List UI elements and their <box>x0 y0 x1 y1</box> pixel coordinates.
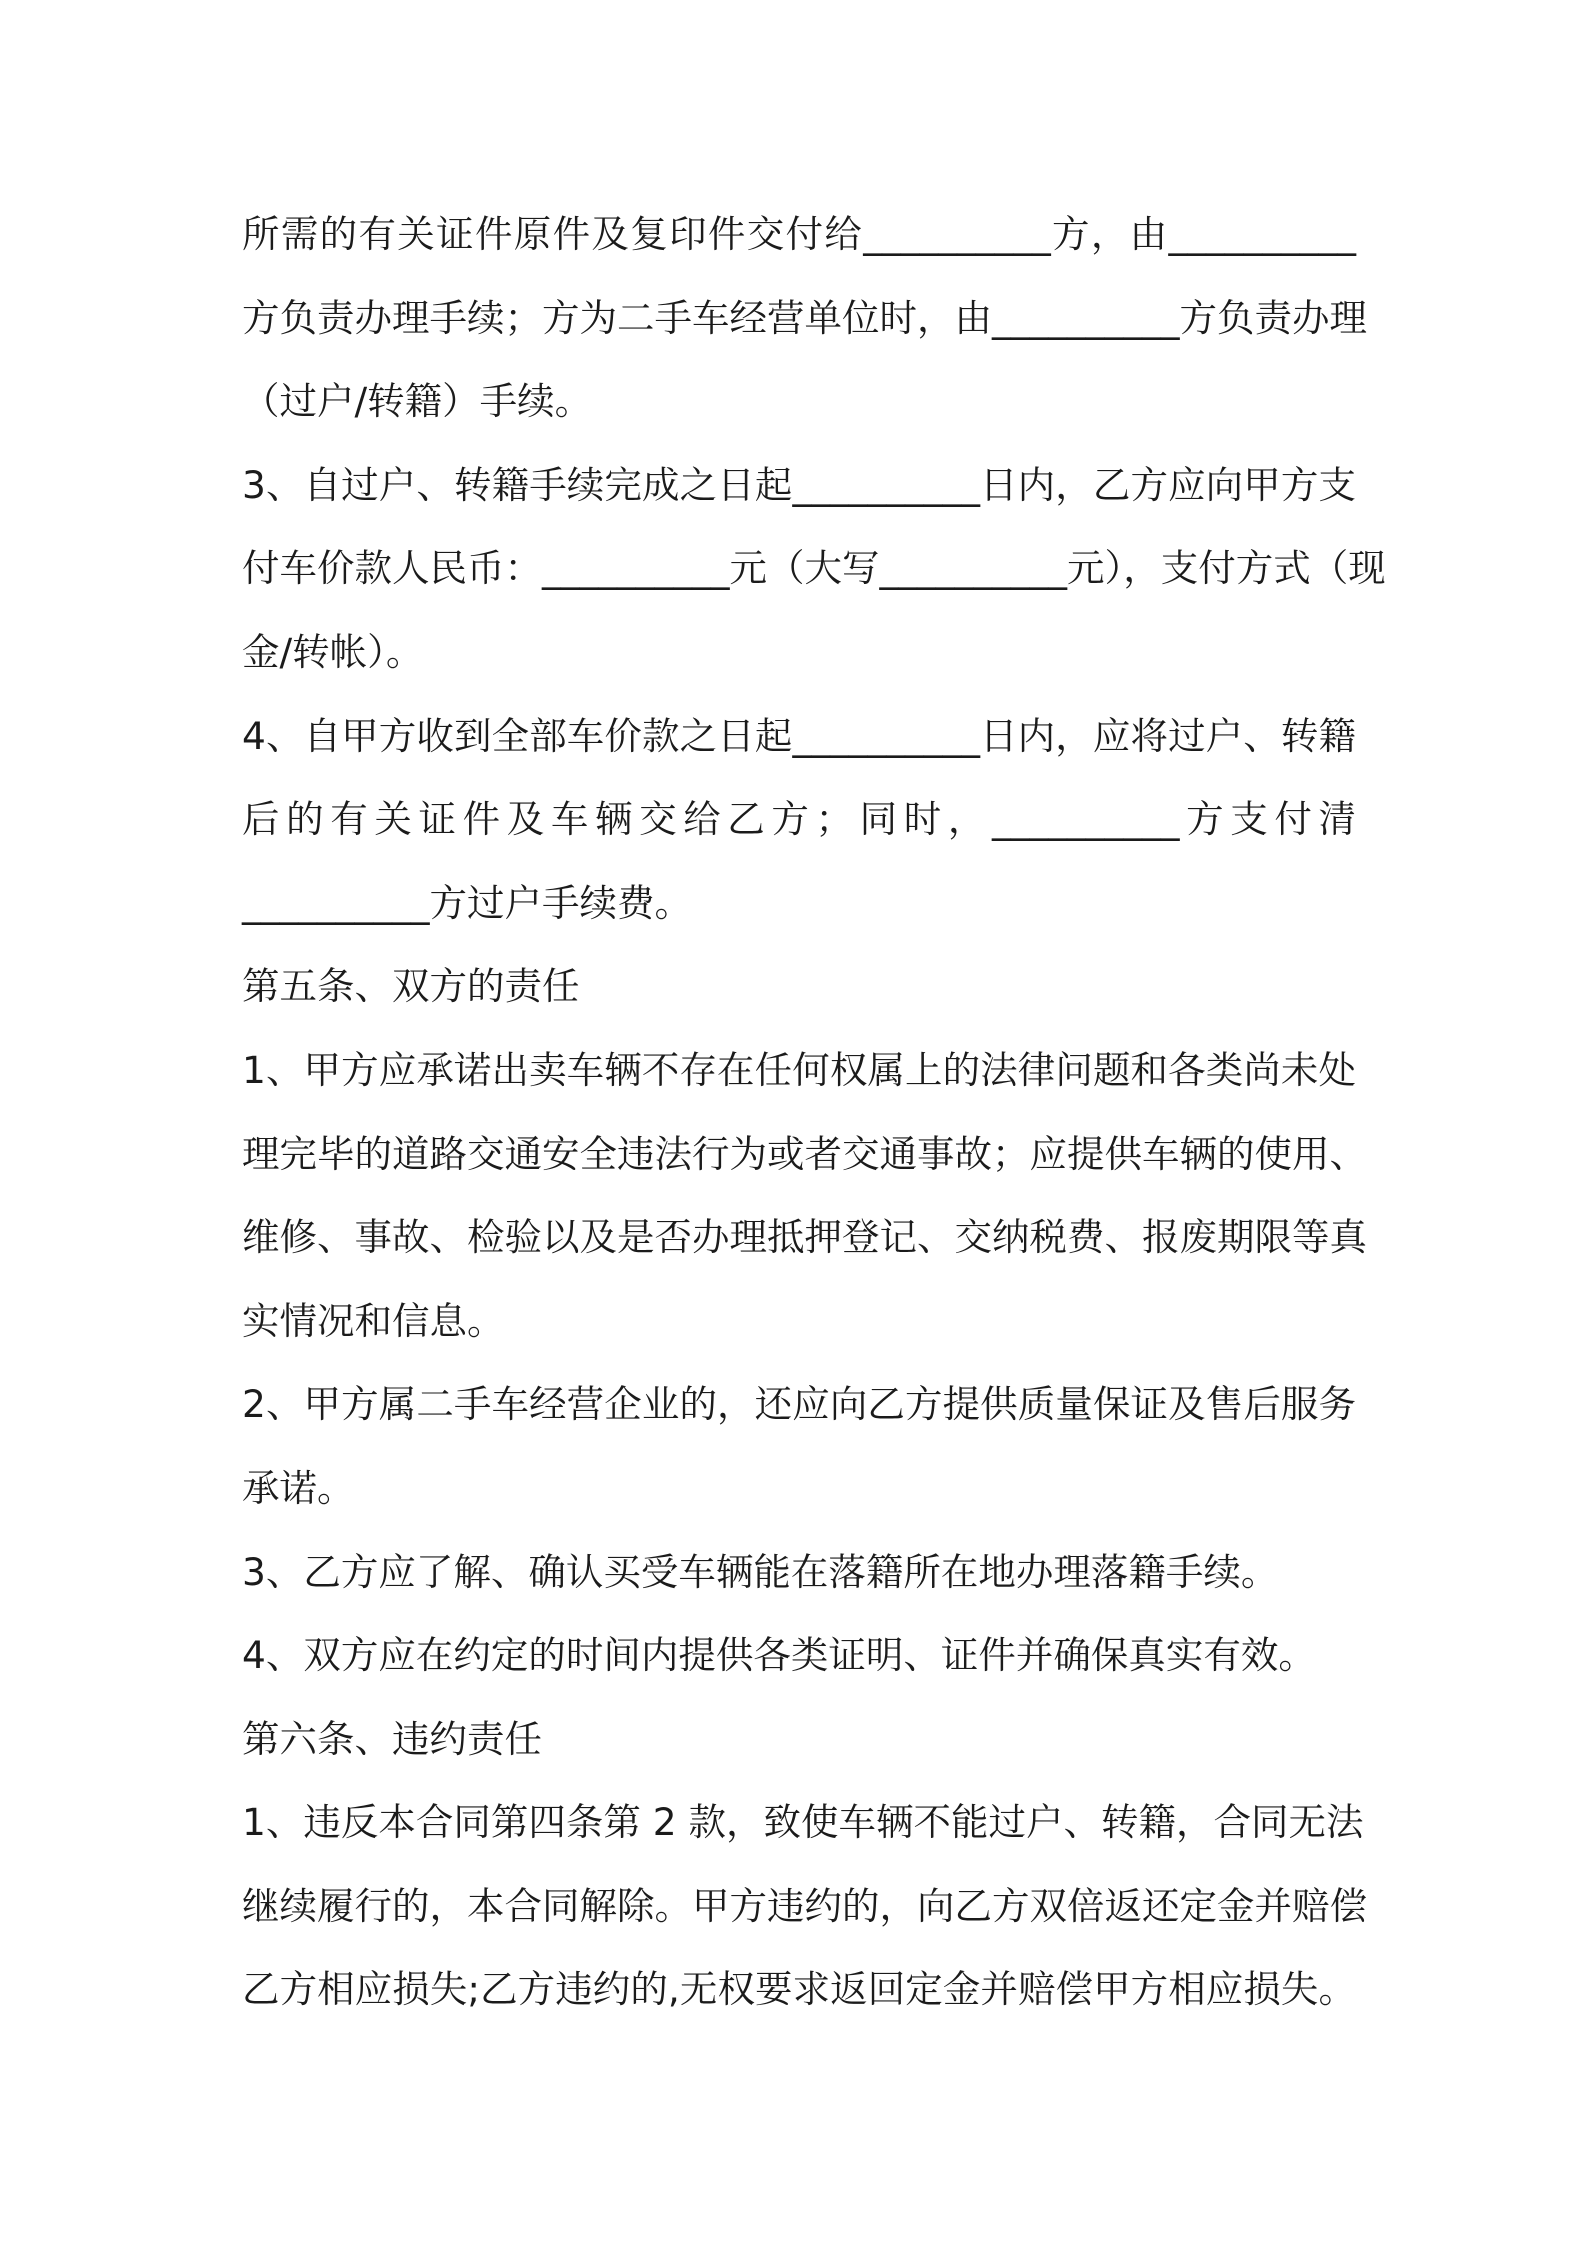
paragraph-clause-4-handover <box>242 695 1356 946</box>
text-line: 付车价款人民币：__________元（大写__________元），支付方式（现 <box>242 546 1386 591</box>
text-line: 2、甲方属二手车经营企业的，还应向乙方提供质量保证及售后服务 <box>242 1382 1356 1427</box>
section-heading-article-5 <box>242 945 1356 1029</box>
text-line: 金/转帐）。 <box>242 629 424 674</box>
text-line: 4、双方应在约定的时间内提供各类证明、证件并确保真实有效。 <box>242 1633 1316 1678</box>
text-line: （过户/转籍）手续。 <box>242 379 593 424</box>
paragraph-delivery-documents <box>242 193 1367 444</box>
section-heading: 第六条、违约责任 <box>242 1716 542 1761</box>
text-line: 理完毕的道路交通安全违法行为或者交通事故；应提供车辆的使用、 <box>242 1131 1367 1176</box>
paragraph-article-5-item-3 <box>242 1531 1356 1615</box>
text-line: 维修、事故、检验以及是否办理抵押登记、交纳税费、报废期限等真 <box>242 1215 1367 1260</box>
text-line: __________方过户手续费。 <box>242 880 692 925</box>
text-line: 继续履行的，本合同解除。甲方违约的，向乙方双倍返还定金并赔偿 <box>242 1883 1367 1928</box>
document-body <box>242 193 1386 2032</box>
text-line: 1、违反本合同第四条第 2 款，致使车辆不能过户、转籍，合同无法 <box>242 1800 1364 1845</box>
paragraph-article-5-item-2 <box>242 1363 1356 1530</box>
text-line: 后的有关证件及车辆交给乙方；同时，__________方支付清 <box>242 797 1356 842</box>
section-heading-article-6 <box>242 1698 1356 1782</box>
text-line: 承诺。 <box>242 1465 355 1510</box>
paragraph-article-5-item-1 <box>242 1029 1367 1363</box>
text-line: 4、自甲方收到全部车价款之日起__________日内，应将过户、转籍 <box>242 713 1356 758</box>
text-line: 3、自过户、转籍手续完成之日起__________日内，乙方应向甲方支 <box>242 462 1356 507</box>
paragraph-article-6-item-1 <box>242 1781 1367 2032</box>
paragraph-article-5-item-4 <box>242 1614 1356 1698</box>
text-line: 3、乙方应了解、确认买受车辆能在落籍所在地办理落籍手续。 <box>242 1549 1279 1594</box>
text-line: 1、甲方应承诺出卖车辆不存在任何权属上的法律问题和各类尚未处 <box>242 1047 1356 1092</box>
text-line: 所需的有关证件原件及复印件交付给__________方，由__________ <box>242 212 1356 256</box>
text-line: 实情况和信息。 <box>242 1298 505 1343</box>
text-line: 乙方相应损失;乙方违约的,无权要求返回定金并赔偿甲方相应损失。 <box>242 1967 1356 2012</box>
text-line: 方负责办理手续；方为二手车经营单位时，由__________方负责办理 <box>242 295 1367 340</box>
paragraph-clause-3-payment <box>242 444 1386 695</box>
section-heading: 第五条、双方的责任 <box>242 964 580 1009</box>
